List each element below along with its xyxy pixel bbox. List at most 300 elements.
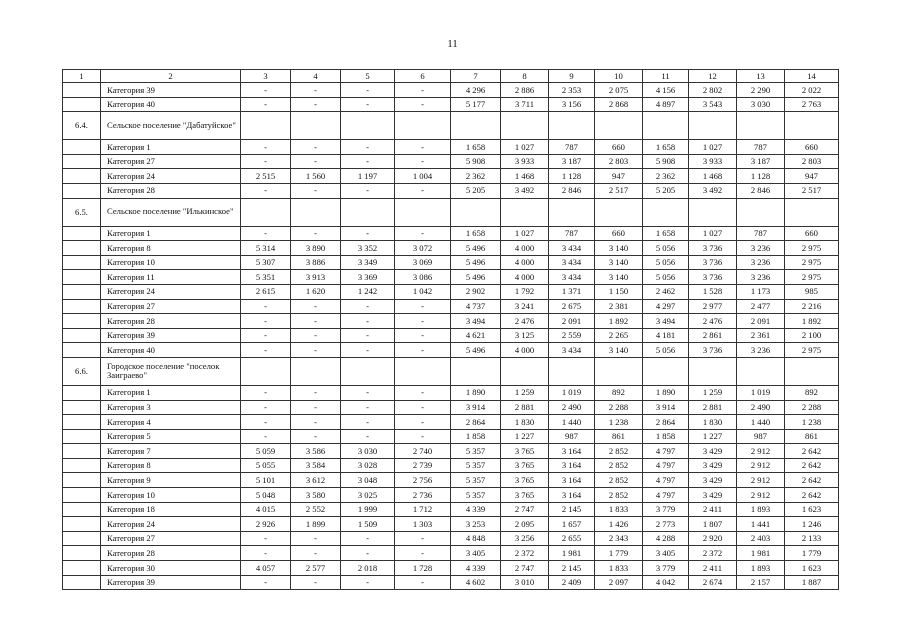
- value-cell: 3 069: [395, 255, 451, 270]
- value-cell: 2 288: [595, 400, 643, 415]
- value-cell: [395, 112, 451, 140]
- category-name: Категория 1: [101, 226, 241, 241]
- value-cell: 1 440: [737, 415, 785, 430]
- category-name: Категория 24: [101, 169, 241, 184]
- value-cell: -: [291, 183, 341, 198]
- value-cell: 1 027: [501, 226, 549, 241]
- value-cell: [241, 357, 291, 385]
- value-cell: 2 362: [451, 169, 501, 184]
- value-cell: 1 004: [395, 169, 451, 184]
- value-cell: -: [241, 328, 291, 343]
- value-cell: 4 897: [643, 97, 689, 112]
- value-cell: 2 095: [501, 517, 549, 532]
- value-cell: 2 290: [737, 83, 785, 98]
- value-cell: 5 048: [241, 488, 291, 503]
- value-cell: -: [291, 546, 341, 561]
- value-cell: 3 933: [689, 154, 737, 169]
- value-cell: 3 434: [549, 270, 595, 285]
- value-cell: [689, 198, 737, 226]
- value-cell: 4 621: [451, 328, 501, 343]
- value-cell: 1 019: [737, 385, 785, 400]
- table-row: [63, 241, 839, 256]
- value-cell: 5 056: [643, 255, 689, 270]
- category-name: Категория 1: [101, 140, 241, 155]
- value-cell: [395, 357, 451, 385]
- row-number: [63, 169, 101, 184]
- value-cell: 2 100: [785, 328, 839, 343]
- value-cell: 5 307: [241, 255, 291, 270]
- value-cell: 3 140: [595, 255, 643, 270]
- value-cell: 1 999: [341, 502, 395, 517]
- row-number: [63, 97, 101, 112]
- table-row: [63, 140, 839, 155]
- value-cell: 4 042: [643, 575, 689, 590]
- value-cell: [291, 357, 341, 385]
- category-name: Категория 8: [101, 458, 241, 473]
- value-cell: 3 164: [549, 444, 595, 459]
- value-cell: 1 019: [549, 385, 595, 400]
- value-cell: 3 434: [549, 255, 595, 270]
- value-cell: 3 236: [737, 255, 785, 270]
- value-cell: 2 773: [643, 517, 689, 532]
- table-row: [63, 328, 839, 343]
- value-cell: 2 343: [595, 531, 643, 546]
- value-cell: 660: [785, 226, 839, 241]
- row-number: [63, 328, 101, 343]
- value-cell: 3 030: [341, 444, 395, 459]
- value-cell: 5 177: [451, 97, 501, 112]
- value-cell: -: [291, 154, 341, 169]
- table-row: [63, 473, 839, 488]
- category-name: Категория 8: [101, 241, 241, 256]
- category-name: Категория 28: [101, 546, 241, 561]
- value-cell: 2 411: [689, 502, 737, 517]
- header-cell: 9: [549, 70, 595, 83]
- value-cell: 4 339: [451, 561, 501, 576]
- value-cell: -: [395, 400, 451, 415]
- table-row: [63, 343, 839, 358]
- value-cell: 3 072: [395, 241, 451, 256]
- value-cell: 2 852: [595, 444, 643, 459]
- value-cell: 985: [785, 284, 839, 299]
- row-number: [63, 183, 101, 198]
- value-cell: 2 018: [341, 561, 395, 576]
- value-cell: [501, 357, 549, 385]
- value-cell: 3 369: [341, 270, 395, 285]
- value-cell: 3 492: [689, 183, 737, 198]
- value-cell: 1 468: [501, 169, 549, 184]
- row-number: [63, 140, 101, 155]
- section-title: Сельское поселение "Дабатуйское": [101, 112, 241, 140]
- value-cell: 3 584: [291, 458, 341, 473]
- value-cell: 4 297: [643, 299, 689, 314]
- value-cell: 3 164: [549, 473, 595, 488]
- category-name: Категория 1: [101, 385, 241, 400]
- row-number: [63, 284, 101, 299]
- value-cell: 3 030: [737, 97, 785, 112]
- value-cell: 2 288: [785, 400, 839, 415]
- value-cell: 3 429: [689, 458, 737, 473]
- value-cell: 1 246: [785, 517, 839, 532]
- value-cell: 2 476: [501, 314, 549, 329]
- value-cell: 2 476: [689, 314, 737, 329]
- row-number: [63, 415, 101, 430]
- value-cell: 1 303: [395, 517, 451, 532]
- value-cell: 2 145: [549, 561, 595, 576]
- category-name: Категория 27: [101, 154, 241, 169]
- value-cell: -: [395, 299, 451, 314]
- header-cell: 11: [643, 70, 689, 83]
- value-cell: 2 642: [785, 473, 839, 488]
- table-row: [63, 429, 839, 444]
- value-cell: -: [341, 531, 395, 546]
- value-cell: 1 792: [501, 284, 549, 299]
- value-cell: 4 000: [501, 270, 549, 285]
- value-cell: 1 128: [549, 169, 595, 184]
- value-cell: 2 477: [737, 299, 785, 314]
- value-cell: -: [395, 429, 451, 444]
- value-cell: 3 765: [501, 444, 549, 459]
- value-cell: -: [395, 226, 451, 241]
- category-name: Категория 40: [101, 343, 241, 358]
- value-cell: 3 736: [689, 255, 737, 270]
- value-cell: [549, 112, 595, 140]
- value-cell: 892: [785, 385, 839, 400]
- value-cell: 3 933: [501, 154, 549, 169]
- value-cell: 2 675: [549, 299, 595, 314]
- value-cell: 1 833: [595, 561, 643, 576]
- category-name: Категория 18: [101, 502, 241, 517]
- value-cell: 5 357: [451, 473, 501, 488]
- value-cell: [241, 198, 291, 226]
- value-cell: 3 765: [501, 473, 549, 488]
- value-cell: [737, 357, 785, 385]
- value-cell: 2 515: [241, 169, 291, 184]
- value-cell: 2 802: [689, 83, 737, 98]
- value-cell: -: [291, 531, 341, 546]
- value-cell: 5 357: [451, 444, 501, 459]
- value-cell: -: [291, 140, 341, 155]
- value-cell: [595, 112, 643, 140]
- value-cell: 2 852: [595, 488, 643, 503]
- value-cell: 2 411: [689, 561, 737, 576]
- table-row: [63, 415, 839, 430]
- value-cell: 5 055: [241, 458, 291, 473]
- value-cell: [643, 198, 689, 226]
- value-cell: 3 434: [549, 343, 595, 358]
- category-name: Категория 27: [101, 299, 241, 314]
- value-cell: 3 010: [501, 575, 549, 590]
- value-cell: 2 975: [785, 270, 839, 285]
- table-row: [63, 561, 839, 576]
- value-cell: 892: [595, 385, 643, 400]
- value-cell: 5 357: [451, 458, 501, 473]
- value-cell: 3 765: [501, 458, 549, 473]
- value-cell: -: [241, 299, 291, 314]
- value-cell: -: [241, 343, 291, 358]
- value-cell: 1 892: [595, 314, 643, 329]
- value-cell: [291, 112, 341, 140]
- header-cell: 14: [785, 70, 839, 83]
- value-cell: 2 756: [395, 473, 451, 488]
- value-cell: [501, 112, 549, 140]
- value-cell: 5 357: [451, 488, 501, 503]
- value-cell: 1 440: [549, 415, 595, 430]
- value-cell: 1 623: [785, 502, 839, 517]
- row-number: [63, 255, 101, 270]
- value-cell: 1 890: [451, 385, 501, 400]
- value-cell: 4 339: [451, 502, 501, 517]
- value-cell: 1 259: [689, 385, 737, 400]
- row-number: [63, 343, 101, 358]
- value-cell: -: [291, 429, 341, 444]
- value-cell: -: [395, 343, 451, 358]
- value-cell: 1 887: [785, 575, 839, 590]
- value-cell: 2 975: [785, 241, 839, 256]
- value-cell: -: [395, 140, 451, 155]
- category-name: Категория 7: [101, 444, 241, 459]
- value-cell: 1 833: [595, 502, 643, 517]
- value-cell: 2 975: [785, 255, 839, 270]
- value-cell: -: [291, 226, 341, 241]
- value-cell: -: [291, 343, 341, 358]
- value-cell: 4 797: [643, 444, 689, 459]
- value-cell: 5 496: [451, 270, 501, 285]
- value-cell: 2 091: [549, 314, 595, 329]
- value-cell: 3 405: [451, 546, 501, 561]
- value-cell: 861: [595, 429, 643, 444]
- value-cell: 787: [549, 140, 595, 155]
- header-row: [63, 70, 839, 83]
- value-cell: 1 259: [501, 385, 549, 400]
- value-cell: 2 265: [595, 328, 643, 343]
- value-cell: 2 642: [785, 458, 839, 473]
- value-cell: 947: [595, 169, 643, 184]
- value-cell: 5 496: [451, 241, 501, 256]
- value-cell: -: [291, 385, 341, 400]
- value-cell: 3 140: [595, 270, 643, 285]
- value-cell: 3 028: [341, 458, 395, 473]
- value-cell: 1 981: [737, 546, 785, 561]
- row-number: [63, 400, 101, 415]
- value-cell: 1 830: [689, 415, 737, 430]
- value-cell: 4 797: [643, 488, 689, 503]
- value-cell: 2 362: [643, 169, 689, 184]
- category-name: Категория 5: [101, 429, 241, 444]
- value-cell: -: [341, 83, 395, 98]
- value-cell: 3 405: [643, 546, 689, 561]
- category-name: Категория 3: [101, 400, 241, 415]
- value-cell: 2 912: [737, 488, 785, 503]
- value-cell: 1 728: [395, 561, 451, 576]
- value-cell: 2 740: [395, 444, 451, 459]
- value-cell: 1 858: [643, 429, 689, 444]
- value-cell: [341, 198, 395, 226]
- value-cell: 4 296: [451, 83, 501, 98]
- value-cell: 4 288: [643, 531, 689, 546]
- value-cell: 2 372: [689, 546, 737, 561]
- value-cell: 947: [785, 169, 839, 184]
- row-number: [63, 83, 101, 98]
- value-cell: 1 560: [291, 169, 341, 184]
- section-row: [63, 357, 839, 385]
- value-cell: 5 351: [241, 270, 291, 285]
- table-body: [63, 70, 839, 590]
- value-cell: 1 150: [595, 284, 643, 299]
- row-number: [63, 473, 101, 488]
- value-cell: 4 000: [501, 241, 549, 256]
- value-cell: [785, 198, 839, 226]
- value-cell: 1 830: [501, 415, 549, 430]
- value-cell: 3 736: [689, 270, 737, 285]
- value-cell: 2 409: [549, 575, 595, 590]
- value-cell: -: [341, 226, 395, 241]
- table-row: [63, 255, 839, 270]
- value-cell: 2 353: [549, 83, 595, 98]
- value-cell: 2 912: [737, 444, 785, 459]
- row-number: [63, 429, 101, 444]
- row-number: [63, 299, 101, 314]
- value-cell: [549, 198, 595, 226]
- value-cell: -: [341, 97, 395, 112]
- value-cell: -: [241, 83, 291, 98]
- value-cell: 1 027: [689, 140, 737, 155]
- value-cell: -: [395, 154, 451, 169]
- tariff-table: [62, 69, 839, 590]
- value-cell: 2 615: [241, 284, 291, 299]
- value-cell: 1 858: [451, 429, 501, 444]
- category-name: Категория 39: [101, 328, 241, 343]
- value-cell: 2 559: [549, 328, 595, 343]
- value-cell: -: [341, 314, 395, 329]
- value-cell: 2 145: [549, 502, 595, 517]
- value-cell: 3 914: [643, 400, 689, 415]
- value-cell: 4 181: [643, 328, 689, 343]
- row-number: 6.6.: [63, 357, 101, 385]
- value-cell: [643, 112, 689, 140]
- value-cell: -: [291, 400, 341, 415]
- value-cell: 3 140: [595, 343, 643, 358]
- value-cell: 4 000: [501, 255, 549, 270]
- value-cell: -: [341, 299, 395, 314]
- value-cell: 1 371: [549, 284, 595, 299]
- value-cell: 2 655: [549, 531, 595, 546]
- value-cell: 1 528: [689, 284, 737, 299]
- value-cell: 3 429: [689, 473, 737, 488]
- value-cell: 1 892: [785, 314, 839, 329]
- category-name: Категория 4: [101, 415, 241, 430]
- value-cell: 3 349: [341, 255, 395, 270]
- value-cell: 3 434: [549, 241, 595, 256]
- category-name: Категория 28: [101, 183, 241, 198]
- table-row: [63, 546, 839, 561]
- value-cell: [689, 357, 737, 385]
- category-name: Категория 28: [101, 314, 241, 329]
- value-cell: 3 736: [689, 343, 737, 358]
- value-cell: -: [395, 531, 451, 546]
- value-cell: 3 543: [689, 97, 737, 112]
- header-cell: 12: [689, 70, 737, 83]
- value-cell: 3 890: [291, 241, 341, 256]
- value-cell: -: [241, 429, 291, 444]
- value-cell: -: [341, 400, 395, 415]
- value-cell: 660: [595, 226, 643, 241]
- value-cell: 1 890: [643, 385, 689, 400]
- table-row: [63, 575, 839, 590]
- category-name: Категория 10: [101, 488, 241, 503]
- table-row: [63, 502, 839, 517]
- value-cell: 3 914: [451, 400, 501, 415]
- value-cell: 3 429: [689, 488, 737, 503]
- row-number: [63, 546, 101, 561]
- value-cell: 4 156: [643, 83, 689, 98]
- value-cell: 2 490: [549, 400, 595, 415]
- value-cell: 5 056: [643, 241, 689, 256]
- row-number: [63, 226, 101, 241]
- category-name: Категория 24: [101, 517, 241, 532]
- table-row: [63, 531, 839, 546]
- value-cell: 2 216: [785, 299, 839, 314]
- value-cell: -: [341, 415, 395, 430]
- row-number: [63, 517, 101, 532]
- value-cell: 2 490: [737, 400, 785, 415]
- value-cell: 2 747: [501, 561, 549, 576]
- value-cell: -: [291, 575, 341, 590]
- value-cell: 1 227: [501, 429, 549, 444]
- header-cell: 6: [395, 70, 451, 83]
- header-cell: 1: [63, 70, 101, 83]
- row-number: [63, 154, 101, 169]
- table-row: [63, 299, 839, 314]
- value-cell: -: [241, 97, 291, 112]
- value-cell: 1 658: [451, 226, 501, 241]
- value-cell: 1 779: [595, 546, 643, 561]
- value-cell: 4 057: [241, 561, 291, 576]
- value-cell: 1 623: [785, 561, 839, 576]
- value-cell: 3 779: [643, 561, 689, 576]
- value-cell: 5 908: [643, 154, 689, 169]
- value-cell: 1 779: [785, 546, 839, 561]
- value-cell: [689, 112, 737, 140]
- value-cell: 2 861: [689, 328, 737, 343]
- row-number: [63, 575, 101, 590]
- value-cell: 3 736: [689, 241, 737, 256]
- table-row: [63, 284, 839, 299]
- value-cell: 2 881: [501, 400, 549, 415]
- section-row: [63, 112, 839, 140]
- value-cell: -: [291, 97, 341, 112]
- value-cell: 2 577: [291, 561, 341, 576]
- value-cell: 1 893: [737, 502, 785, 517]
- table-row: [63, 183, 839, 198]
- value-cell: 3 352: [341, 241, 395, 256]
- value-cell: [643, 357, 689, 385]
- value-cell: 787: [737, 140, 785, 155]
- value-cell: 5 908: [451, 154, 501, 169]
- value-cell: 1 509: [341, 517, 395, 532]
- category-name: Категория 40: [101, 97, 241, 112]
- value-cell: 3 086: [395, 270, 451, 285]
- value-cell: 3 236: [737, 241, 785, 256]
- value-cell: -: [341, 385, 395, 400]
- value-cell: 1 658: [643, 226, 689, 241]
- value-cell: -: [395, 97, 451, 112]
- value-cell: -: [241, 546, 291, 561]
- value-cell: -: [395, 575, 451, 590]
- value-cell: 1 658: [643, 140, 689, 155]
- row-number: [63, 385, 101, 400]
- value-cell: 2 868: [595, 97, 643, 112]
